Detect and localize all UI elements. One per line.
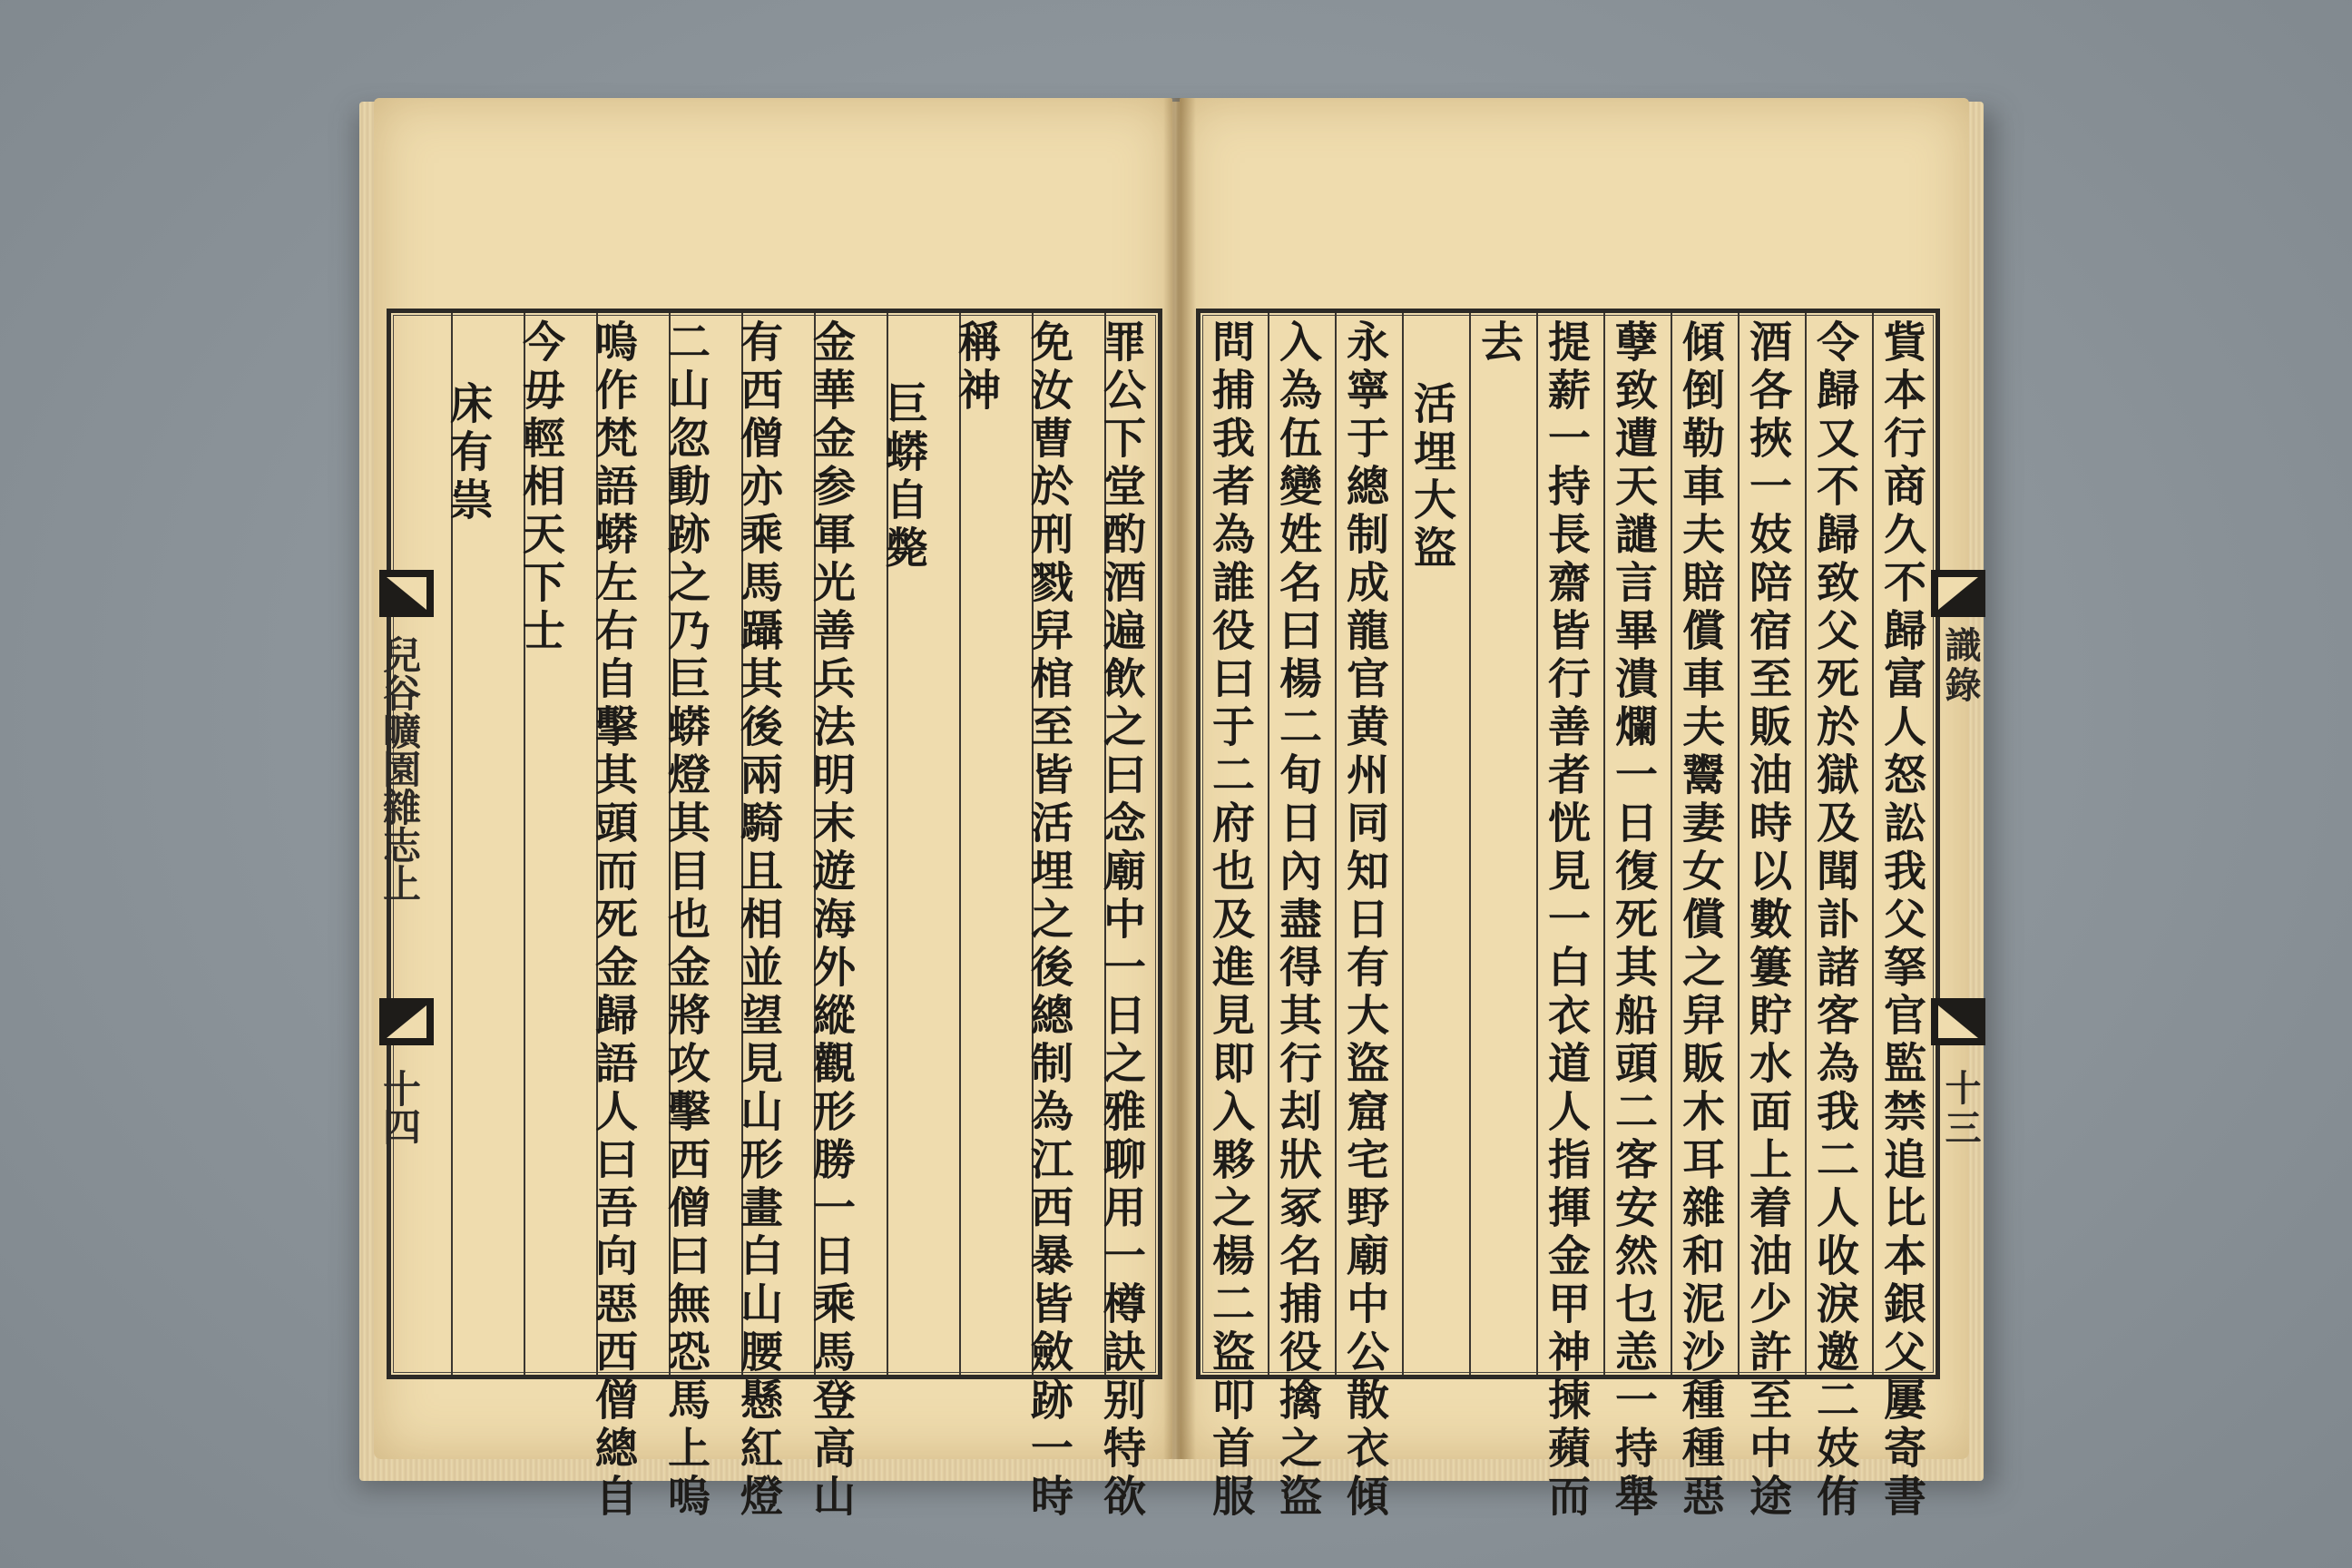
- section-heading: 活埋大盜: [1406, 381, 1456, 573]
- text-column: 二山忽動跡之乃巨蟒燈其目也金將攻擊西僧曰無恐馬上嗚: [661, 319, 710, 1522]
- page-number: 十四: [377, 1069, 422, 1145]
- margin-title: 兒谷曠園雜志上: [377, 635, 422, 902]
- fishtail-mark-top: [1931, 570, 1985, 617]
- text-column: 貲本行商久不歸富人怒訟我父拏官監禁追比本銀父屢寄書: [1877, 319, 1926, 1522]
- text-column: 去: [1474, 319, 1524, 368]
- page-number: 十三: [1939, 1069, 1982, 1149]
- text-column: 提薪一持長齋皆行善者恍見一白衣道人指揮金甲神揀蘋而: [1541, 319, 1591, 1522]
- text-column: 酒各挾一妓陪宿至販油時以數簍貯水面上着油少許至中途: [1742, 319, 1792, 1522]
- text-column: 問捕我者為誰役曰于二府也及進見即入夥之楊二盜叩首服: [1205, 319, 1255, 1522]
- text-column: 今毋輕相天下士: [515, 319, 565, 656]
- fishtail-mark-top: [379, 570, 434, 617]
- section-heading: 巨蟒自斃: [878, 381, 928, 573]
- column-rule: [959, 313, 961, 1375]
- fishtail-mark-bottom: [1931, 998, 1985, 1045]
- text-column: 令歸又不歸致父死於獄及聞訃諸客為我二人收淚邀二妓侑: [1809, 319, 1859, 1522]
- text-column: 免汝曹於刑戮舁棺至皆活埋之後總制為江西暴皆斂跡一時: [1024, 319, 1073, 1522]
- text-column: 罪公下堂酌酒遍飲之曰念廟中一日之雅聊用一樽訣别特欲: [1096, 319, 1146, 1522]
- text-column: 傾倒勒車夫賠償車夫鬻妻女償之舁販木耳雜和泥沙種種惡: [1675, 319, 1725, 1522]
- margin-title: 識錄: [1939, 626, 1982, 706]
- text-column: 嗚作梵語蟒左右自擊其頭而死金歸語人曰吾向惡西僧總自: [588, 319, 638, 1522]
- column-rule: [1469, 313, 1471, 1375]
- book-gutter: [1163, 98, 1196, 1459]
- text-column: 入為伍變姓名曰楊二旬日內盡得其行刦狀冢名捕役擒之盜: [1272, 319, 1322, 1522]
- text-column: 有西僧亦乘馬躡其後兩騎且相並望見山形畫白山腰懸紅燈: [733, 319, 783, 1522]
- text-column: 稱神: [951, 319, 1001, 416]
- text-column: 孽致遭天譴言畢潰爛一日復死其船頭二客安然乜恙一持舉: [1608, 319, 1658, 1522]
- fishtail-mark-bottom: [379, 998, 434, 1045]
- text-column: 金華金参軍光善兵法明末遊海外縱觀形勝一日乘馬登高山: [806, 319, 856, 1522]
- text-column: 永寧于總制成龍官黄州同知日有大盜窟宅野廟中公散衣傾: [1339, 319, 1389, 1522]
- section-heading: 床有祟: [443, 381, 493, 525]
